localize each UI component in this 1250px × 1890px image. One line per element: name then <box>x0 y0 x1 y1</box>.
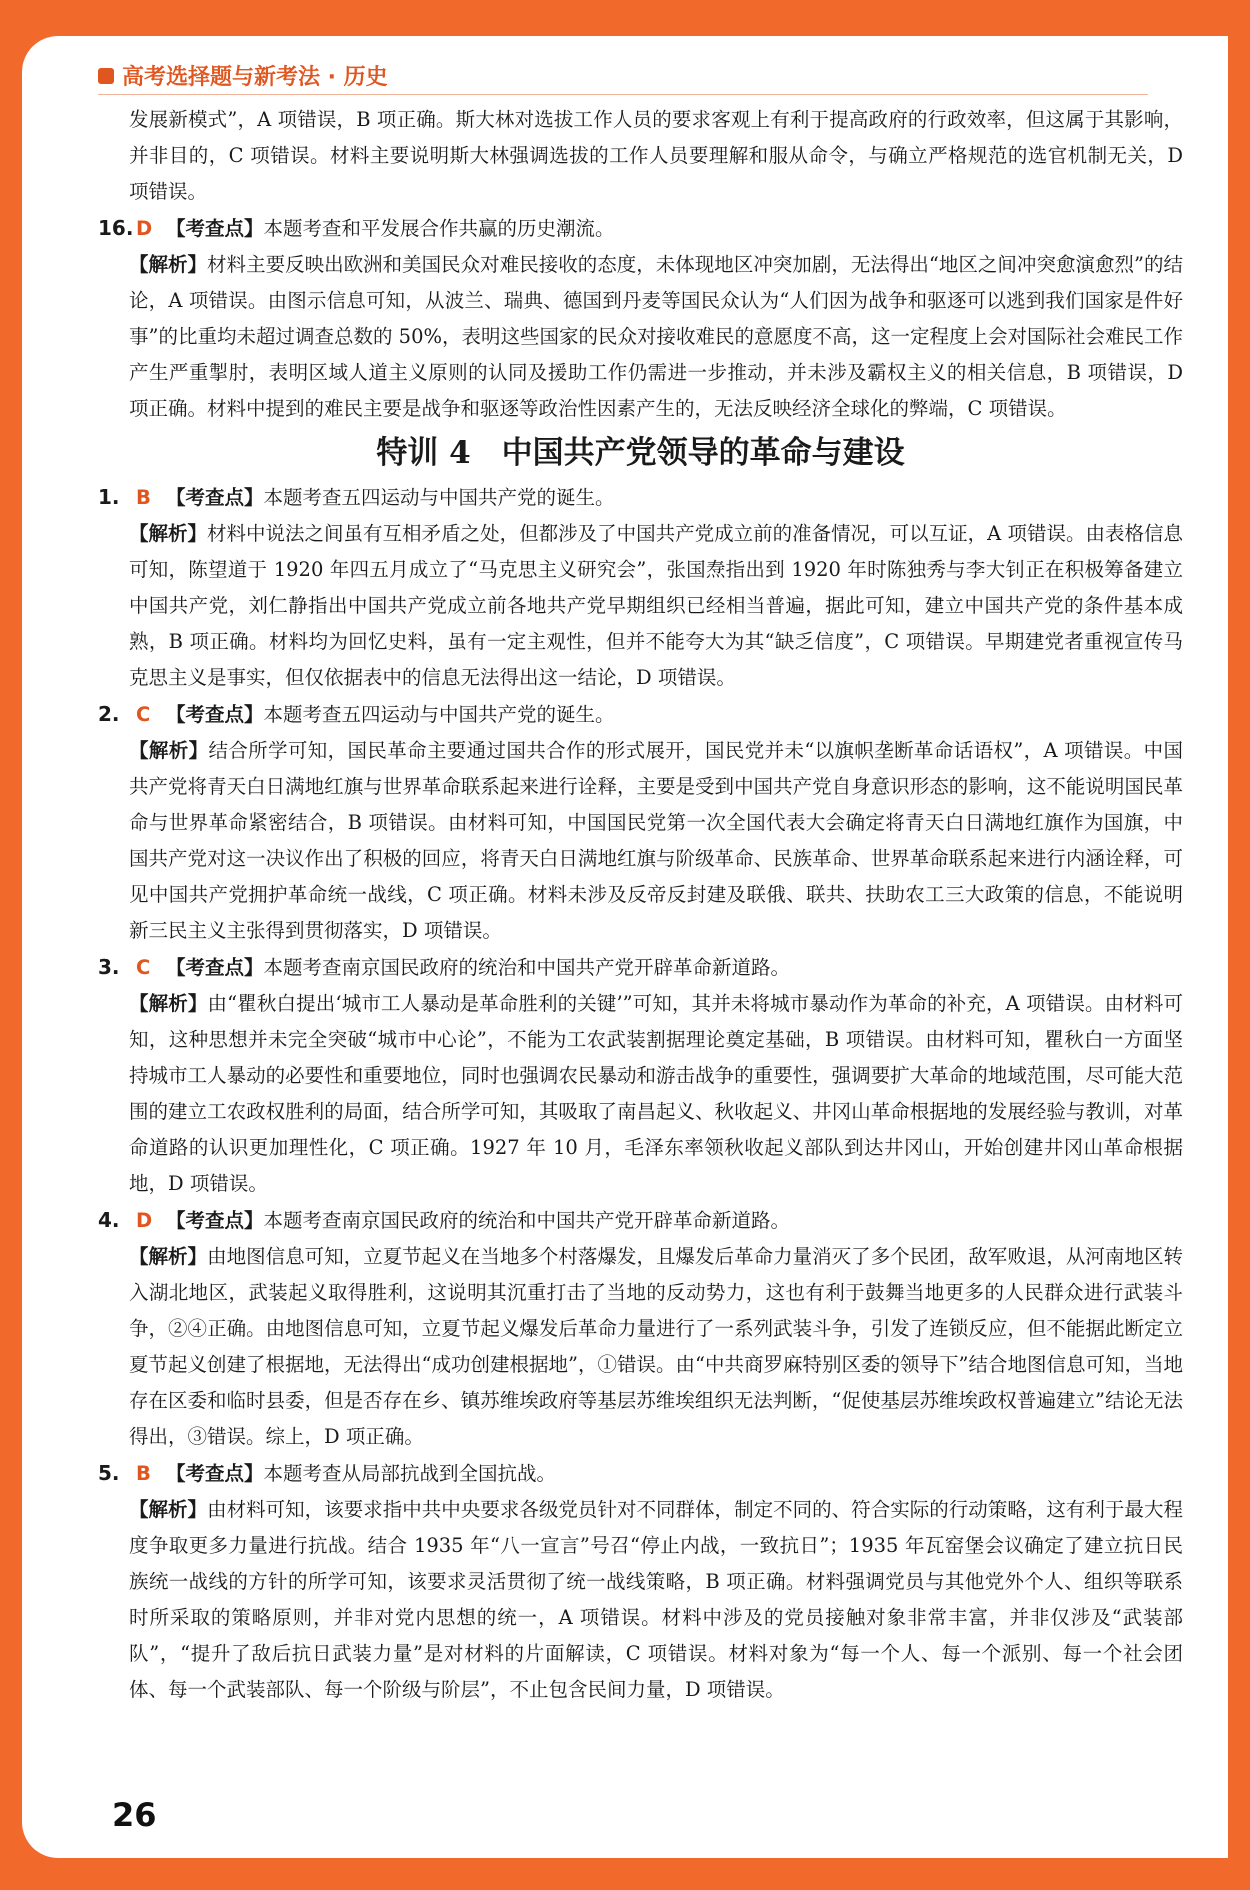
point-tag: 【考查点】 <box>166 956 264 979</box>
header-mark-icon <box>98 68 114 84</box>
point-text: 本题考查南京国民政府的统治和中国共产党开辟革命新道路。 <box>263 1209 791 1232</box>
question-16-head <box>98 210 1183 247</box>
question-number: 16. <box>98 216 134 240</box>
header-title: 高考选择题与新考法 · 历史 <box>122 65 388 90</box>
analysis-paragraph <box>98 986 1183 1202</box>
question-number: 3. <box>98 955 120 979</box>
answer-letter: D <box>136 217 153 240</box>
point-tag: 【考查点】 <box>166 703 264 726</box>
analysis-text: 由材料可知，该要求指中共中央要求各级党员针对不同群体，制定不同的、符合实际的行动策略，这有利于最大程度争取更多力量进行抗战。结合 1935 年“八一宣言”号召“停止内战，一致抗日”；1935 年瓦窑堡会议确定了建立抗日民族统一战线的方针的所学可知，该要求灵活贯彻了统一战线策略，B 项正确。材料强调党员与其他党外个人、组织等联系时所采取的策略原则，并非对党内思想的统一，A 项错误。材料中涉及的党员接触对象非常丰富，并非仅涉及“武装部队”，“提升了敌后抗日武装力量”是对材料的片面解读，C 项错误。材料对象为“每一个人、每一个派别、每一个社会团体、每一个武装部队、每一个阶级与阶层”，不止包含民间力量，D 项错误。 <box>129 1498 1183 1701</box>
analysis-paragraph <box>98 1239 1183 1455</box>
question-1 <box>98 479 1183 696</box>
point-text: 本题考查五四运动与中国共产党的诞生。 <box>263 486 615 509</box>
point-text: 本题考查五四运动与中国共产党的诞生。 <box>263 703 615 726</box>
section-title: 特训 4 中国共产党领导的革命与建设 <box>376 435 905 471</box>
question-4-head <box>98 1202 1183 1239</box>
analysis-text: 材料主要反映出欧洲和美国民众对难民接收的态度，未体现地区冲突加剧，无法得出“地区之间冲突愈演愈烈”的结论，A 项错误。由图示信息可知，从波兰、瑞典、德国到丹麦等国民众认为“人们因为战争和驱逐可以逃到我们国家是件好事”的比重均未超过调查总数的 50%，表明这些国家的民众对接收难民的意愿度不高，这一定程度上会对国际社会难民工作产生严重掣肘，表明区域人道主义原则的认同及援助工作仍需进一步推动，并未涉及霸权主义的相关信息，B 项错误，D 项正确。材料中提到的难民主要是战争和驱逐等政治性因素产生的，无法反映经济全球化的弊端，C 项错误。 <box>129 253 1184 420</box>
analysis-text: 由“瞿秋白提出‘城市工人暴动是革命胜利的关键’”可知，其并未将城市暴动作为革命的补充，A 项错误。由材料可知，这种思想并未完全突破“城市中心论”，不能为工农武装割据理论奠定基础，B 项错误。由材料可知，瞿秋白一方面坚持城市工人暴动的必要性和重要地位，同时也强调农民暴动和游击战争的重要性，强调要扩大革命的地域范围，尽可能大范围的建立工农政权胜利的局面，结合所学可知，其吸取了南昌起义、秋收起义、井冈山革命根据地的发展经验与教训，对革命道路的认识更加理性化，C 项正确。1927 年 10 月，毛泽东率领秋收起义部队到达井冈山，开始创建井冈山革命根据地，D 项错误。 <box>129 992 1183 1195</box>
page-number: 26 <box>112 1796 157 1834</box>
analysis-text: 材料中说法之间虽有互相矛盾之处，但都涉及了中国共产党成立前的准备情况，可以互证，A 项错误。由表格信息可知，陈望道于 1920 年四五月成立了“马克思主义研究会”，张国焘指出到 1920 年时陈独秀与李大钊正在积极筹备建立中国共产党，刘仁静指出中国共产党成立前各地共产党早期组织已经相当普遍，据此可知，建立中国共产党的条件基本成熟，B 项正确。材料均为回忆史料，虽有一定主观性，但并不能夸大为其“缺乏信度”，C 项错误。早期建党者重视宣传马克思主义是事实，但仅依据表中的信息无法得出这一结论，D 项错误。 <box>129 522 1183 689</box>
analysis-tag: 【解析】 <box>129 522 208 545</box>
analysis-paragraph <box>98 733 1183 949</box>
analysis-tag: 【解析】 <box>129 1498 208 1521</box>
previous-answer-continuation: 发展新模式”，A 项错误，B 项正确。斯大林对选拔工作人员的要求客观上有利于提高政府的行政效率，但这属于其影响，并非目的，C 项错误。材料主要说明斯大林强调选拔的工作人员要理解和服从命令，与确立严格规范的选官机制无关，D 项错误。 <box>129 108 1183 203</box>
analysis-paragraph <box>98 516 1183 696</box>
question-number: 2. <box>98 702 120 726</box>
answer-letter: D <box>136 1209 153 1232</box>
point-tag: 【考查点】 <box>166 1462 264 1485</box>
analysis-tag: 【解析】 <box>129 992 208 1015</box>
question-5 <box>98 1455 1183 1708</box>
analysis-text: 结合所学可知，国民革命主要通过国共合作的形式展开，国民党并未“以旗帜垄断革命话语权”，A 项错误。中国共产党将青天白日满地红旗与世界革命联系起来进行诠释，主要是受到中国共产党自身意识形态的影响，这不能说明国民革命与世界革命紧密结合，B 项错误。由材料可知，中国国民党第一次全国代表大会确定将青天白日满地红旗作为国旗，中国共产党对这一决议作出了积极的回应，将青天白日满地红旗与阶级革命、民族革命、世界革命联系起来进行内涵诠释，可见中国共产党拥护革命统一战线，C 项正确。材料未涉及反帝反封建及联俄、联共、扶助农工三大政策的信息，不能说明新三民主义主张得到贯彻落实，D 项错误。 <box>129 739 1183 942</box>
page-content <box>98 102 1183 1708</box>
point-text: 本题考查从局部抗战到全国抗战。 <box>263 1462 557 1485</box>
answer-letter: C <box>136 956 151 979</box>
question-2 <box>98 696 1183 949</box>
analysis-text: 由地图信息可知，立夏节起义在当地多个村落爆发，且爆发后革命力量消灭了多个民团，敌军败退，从河南地区转入湖北地区，武装起义取得胜利，这说明其沉重打击了当地的反动势力，这也有利于鼓舞当地更多的人民群众进行武装斗争，②④正确。由地图信息可知，立夏节起义爆发后革命力量进行了一系列武装斗争，引发了连锁反应，但不能据此断定立夏节起义创建了根据地，无法得出“成功创建根据地”，①错误。由“中共商罗麻特别区委的领导下”结合地图信息可知，当地存在区委和临时县委，但是否存在乡、镇苏维埃政府等基层苏维埃组织无法判断，“促使基层苏维埃政权普遍建立”结论无法得出，③错误。综上，D 项正确。 <box>129 1245 1183 1448</box>
question-number: 4. <box>98 1208 120 1232</box>
analysis-paragraph <box>98 1492 1183 1708</box>
analysis-tag: 【解析】 <box>129 253 208 276</box>
question-16 <box>98 210 1183 427</box>
question-3 <box>98 949 1183 1202</box>
answer-letter: C <box>136 703 151 726</box>
point-tag: 【考查点】 <box>166 217 264 240</box>
question-number: 1. <box>98 485 120 509</box>
question-3-head <box>98 949 1183 986</box>
answer-letter: B <box>136 1462 151 1485</box>
point-tag: 【考查点】 <box>166 1209 264 1232</box>
running-header <box>98 60 388 91</box>
header-rule <box>98 94 1148 95</box>
point-text: 本题考查南京国民政府的统治和中国共产党开辟革命新道路。 <box>263 956 791 979</box>
question-5-head <box>98 1455 1183 1492</box>
question-1-head <box>98 479 1183 516</box>
analysis-tag: 【解析】 <box>129 1245 208 1268</box>
analysis-paragraph <box>98 247 1183 427</box>
point-tag: 【考查点】 <box>166 486 264 509</box>
question-number: 5. <box>98 1461 120 1485</box>
point-text: 本题考查和平发展合作共赢的历史潮流。 <box>263 217 615 240</box>
question-2-head <box>98 696 1183 733</box>
analysis-tag: 【解析】 <box>129 739 209 762</box>
question-4 <box>98 1202 1183 1455</box>
answer-letter: B <box>136 486 151 509</box>
